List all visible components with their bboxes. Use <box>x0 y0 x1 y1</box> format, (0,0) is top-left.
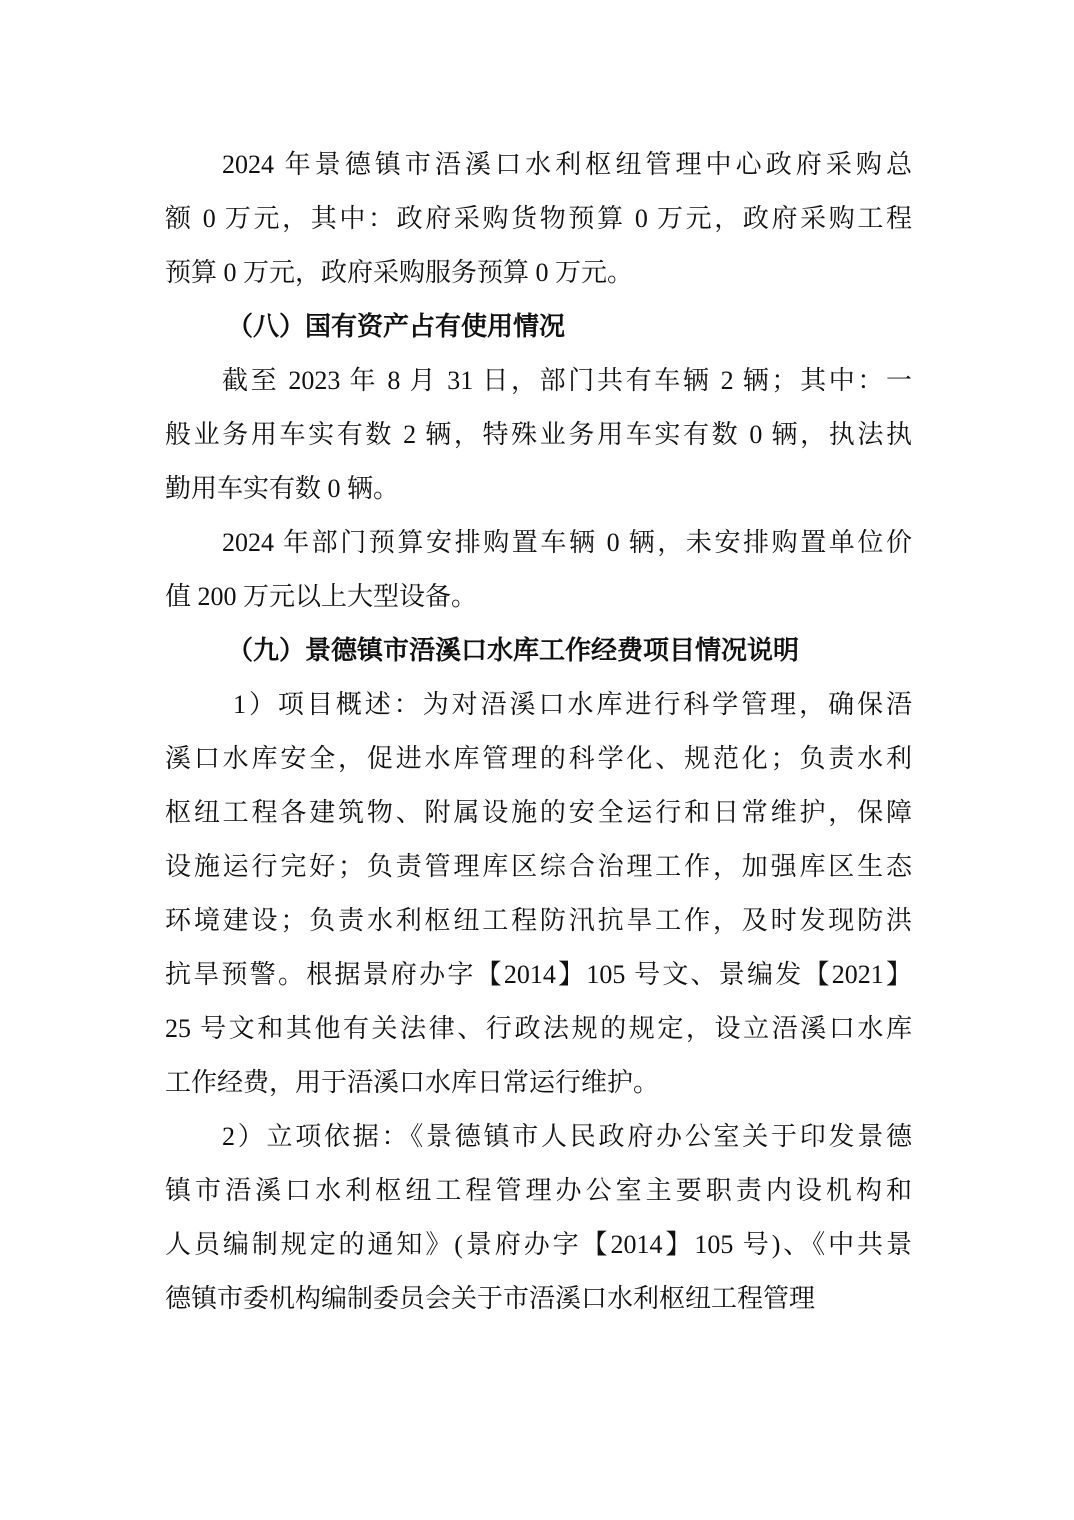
paragraph-line: 德镇市委机构编制委员会关于市浯溪口水利枢纽工程管理 <box>165 1284 816 1313</box>
paragraph-line: 2024 年部门预算安排购置车辆 0 辆，未安排购置单位价 <box>222 528 912 557</box>
paragraph-line: 设施运行完好；负责管理库区综合治理工作，加强库区生态 <box>165 852 912 881</box>
paragraph-line: 截至 2023 年 8 月 31 日，部门共有车辆 2 辆；其中：一 <box>222 366 912 395</box>
paragraph-line: 般业务用车实有数 2 辆，特殊业务用车实有数 0 辆，执法执 <box>165 420 912 449</box>
paragraph-line: 勤用车实有数 0 辆。 <box>165 474 400 503</box>
section-heading: （九）景德镇市浯溪口水库工作经费项目情况说明 <box>227 636 800 665</box>
paragraph-line: 额 0 万元，其中：政府采购货物预算 0 万元，政府采购工程 <box>165 204 912 233</box>
paragraph-line: 2）立项依据：《景德镇市人民政府办公室关于印发景德 <box>222 1122 912 1151</box>
paragraph-line: 抗旱预警。根据景府办字【2014】105 号文、景编发【2021】 <box>165 960 912 989</box>
paragraph-line: 人员编制规定的通知》(景府办字【2014】105 号)、《中共景 <box>165 1230 912 1259</box>
paragraph-line: 2024 年景德镇市浯溪口水利枢纽管理中心政府采购总 <box>222 150 912 179</box>
paragraph-line: 环境建设；负责水利枢纽工程防汛抗旱工作，及时发现防洪 <box>165 906 912 935</box>
paragraph-line: 镇市浯溪口水利枢纽工程管理办公室主要职责内设机构和 <box>165 1176 912 1205</box>
document-page <box>165 138 912 1326</box>
paragraph-line: 值 200 万元以上大型设备。 <box>165 582 478 611</box>
paragraph-line: 工作经费，用于浯溪口水库日常运行维护。 <box>165 1068 660 1097</box>
paragraph-line: 25 号文和其他有关法律、行政法规的规定，设立浯溪口水库 <box>165 1014 912 1043</box>
paragraph-line: 1）项目概述：为对浯溪口水库进行科学管理，确保浯 <box>233 690 912 719</box>
paragraph-line: 溪口水库安全，促进水库管理的科学化、规范化；负责水利 <box>165 744 912 773</box>
paragraph-line: 枢纽工程各建筑物、附属设施的安全运行和日常维护，保障 <box>165 798 912 827</box>
section-heading: （八）国有资产占有使用情况 <box>227 312 566 341</box>
paragraph-line: 预算 0 万元，政府采购服务预算 0 万元。 <box>165 258 634 287</box>
